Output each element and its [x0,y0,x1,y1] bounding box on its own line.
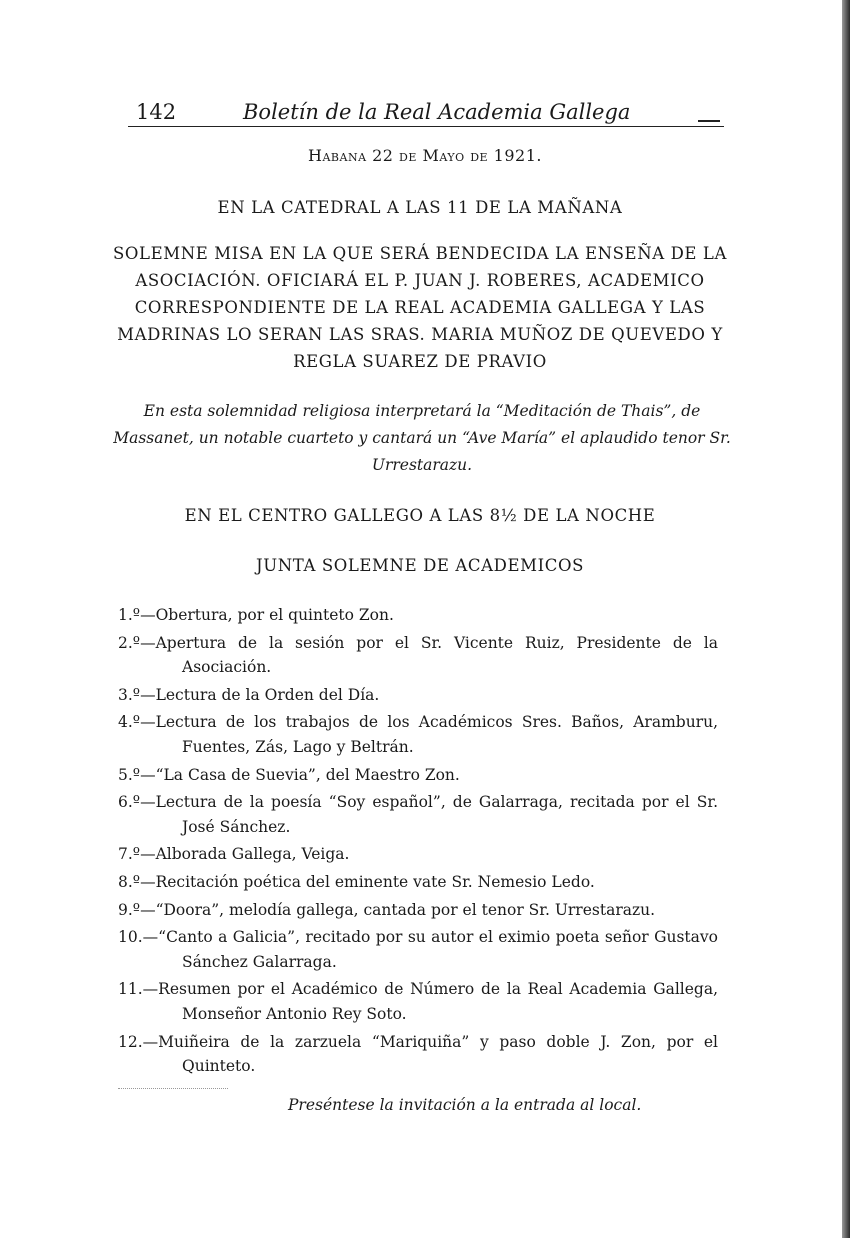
program-item: 11.—Resumen por el Académico de Número de la Real Academia Gallega, Monseñor Antonio Rey Soto. [118,980,718,1023]
program-item: 6.º—Lectura de la poesía “Soy español”, de Galarraga, recitada por el Sr. José Sánchez. [118,793,718,836]
program-item: 3.º—Lectura de la Orden del Día. [118,685,380,704]
date-line: Habana 22 de Mayo de 1921. [308,146,542,165]
program-item: 5.º—“La Casa de Suevia”, del Maestro Zon. [118,765,460,784]
running-title: Boletín de la Real Academia Gallega [243,100,631,124]
footer-note: Preséntese la invitación a la entrada al local. [288,1096,642,1114]
junta-heading: JUNTA SOLEMNE DE ACADEMICOS [256,556,584,575]
program-item: 8.º—Recitación poética del eminente vate Sr. Nemesio Ledo. [118,872,595,891]
program-item: 1.º—Obertura, por el quinteto Zon. [118,606,394,624]
program-item: 12.—Muiñeira de la zarzuela “Mariquiña” y paso doble J. Zon, por el Quinteto. [118,1032,718,1076]
header-rule-mark [698,120,720,122]
cathedral-heading: EN LA CATEDRAL A LAS 11 DE LA MAÑANA [217,198,623,217]
centro-heading: EN EL CENTRO GALLEGO A LAS 8½ DE LA NOCHE [184,506,656,525]
page-number: 142 [136,100,177,124]
program-item: 7.º—Alborada Gallega, Veiga. [118,845,350,864]
running-header [128,100,724,127]
mass-paragraph: SOLEMNE MISA EN LA QUE SERÁ BENDECIDA LA ENSEÑA DE LA ASOCIACIÓN. OFICIARÁ EL P. JUAN J. ROBERES, ACADEMICO CORRESPONDIENTE DE LA REAL ACADEMIA GALLEGA Y LAS MADRINAS LO SERAN LAS SRAS. MARIA MUÑOZ DE QUEVEDO Y REGLA SUAREZ DE PRAVIO [113,244,727,371]
solemnity-paragraph: En esta solemnidad religiosa interpretará la “Meditación de Thais”, de Massanet, un notable cuarteto y cantará un “Ave María” el aplaudido tenor Sr. Urrestarazu. [113,402,731,474]
program-item: 4.º—Lectura de los trabajos de los Académicos Sres. Baños, Aramburu, Fuentes, Zás, Lago y Beltrán. [118,713,718,756]
scan-specks [118,1088,228,1129]
page-edge-shadow [842,0,850,1238]
program-list [118,603,718,1082]
program-item: 10.—“Canto a Galicia”, recitado por su autor el eximio poeta señor Gustavo Sánchez Galarraga. [118,928,718,971]
program-item: 2.º—Apertura de la sesión por el Sr. Vicente Ruiz, Presidente de la Asociación. [118,633,718,677]
program-item: 9.º—“Doora”, melodía gallega, cantada por el tenor Sr. Urrestarazu. [118,900,656,919]
